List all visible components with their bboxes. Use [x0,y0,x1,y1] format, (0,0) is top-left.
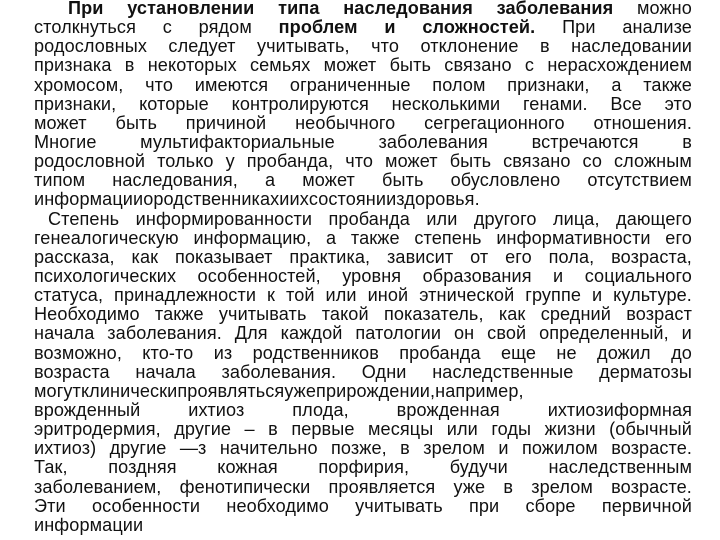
text-line [34,56,692,75]
word: необходимо [226,495,329,516]
word: от [470,246,489,267]
word: или [426,208,458,229]
word: Степень [48,208,120,229]
word: этнической [419,285,515,306]
text-line [34,18,692,37]
word: начала [135,361,196,382]
word: зрелом [531,476,593,497]
word: Все [610,93,642,114]
word: начительно [219,438,318,459]
word: плода, [292,399,349,420]
word: степень [414,227,482,248]
text-line [34,363,692,382]
word: зависит [387,246,454,267]
word: в [268,419,278,440]
word: не [556,342,577,363]
word: признаки, [34,93,117,114]
word: начала [34,323,95,344]
word: информативности [496,227,651,248]
word: генеалогическую [34,227,179,248]
word: здоровья. [396,189,480,210]
word: и [279,189,290,210]
word: возраста [34,361,110,382]
word: что [371,36,399,57]
word: в [503,476,514,497]
word: другого [473,208,537,229]
text-line [34,248,692,267]
word: первичной [601,495,692,516]
word: отсутствием [587,170,692,191]
word: пробанда [328,208,410,229]
word: заболеванием, [34,476,162,497]
word: к [267,285,276,306]
word: или [325,285,357,306]
word: учитывать [218,304,307,325]
word: годы [491,419,532,440]
word: еще [500,342,537,363]
word: только [157,151,214,172]
word: ограниченные [289,74,411,95]
word: дерматозы [599,361,692,382]
word: заболевания. [107,323,222,344]
word: быть [389,55,432,76]
word: необычного [295,112,396,133]
word: дожил [597,342,651,363]
word: сборе [525,495,576,516]
text-line [34,344,692,363]
word: например, [435,380,524,401]
text-line [34,95,692,114]
document-body [34,0,692,535]
word: могут [34,380,81,401]
word: у [225,151,235,172]
word: Для [234,323,268,344]
word: с [524,55,535,76]
word: врожденная [396,399,500,420]
word: сложным [614,151,692,172]
word: возраста, [611,246,692,267]
word: Необходимо [34,304,140,325]
text-line [34,267,692,286]
word: мультифакториальные [140,131,335,152]
word: информации [34,189,144,210]
word: учитывать, [256,36,350,57]
word: отношения. [593,112,692,133]
word: возраст [626,304,692,325]
word: наследовании [571,36,692,57]
word: что [145,74,173,95]
word: другие [174,419,232,440]
word: иной [367,285,409,306]
word: его [505,246,532,267]
word: наследования [343,0,473,18]
word: имеются [194,74,269,95]
word: полом [432,74,486,95]
word: такой [321,304,369,325]
word: особенностей, [197,265,321,286]
word: он [454,323,475,344]
word: при [316,380,347,401]
word: контролируются [231,93,369,114]
word: признаки, [507,74,590,95]
word: Многие [34,131,97,152]
word: клинически [80,380,178,401]
word: быть [382,170,424,191]
word: наследственные [432,361,574,382]
word: родословной [34,151,146,172]
word: фенотипически [179,476,311,497]
text-line [34,37,692,56]
word: информированности [135,208,313,229]
word: информации [34,514,144,535]
word: показатель, [383,304,484,325]
text-line [34,401,692,420]
word: кожная [217,457,278,478]
word: как [131,246,159,267]
word: в [124,55,135,76]
word: группе [525,285,582,306]
word: пробанда, [246,151,334,172]
word: родственниках [153,189,280,210]
word: может [385,151,438,172]
word: лица, [552,208,600,229]
word: родословных [34,36,147,57]
text-line [34,133,692,152]
word: при [468,495,500,516]
word: а [265,170,276,191]
word: или [446,419,478,440]
word: до [671,342,692,363]
word: другие [109,438,167,459]
word: кто-то [142,342,194,363]
word: проблем [278,17,358,38]
word: наследственным [548,457,692,478]
word: —з [179,438,207,459]
word: средний [540,304,611,325]
word: типом [34,170,86,191]
word: с [162,17,172,38]
word: сегрегационного [424,112,565,133]
text-line [34,229,692,248]
text-line [34,0,692,18]
word: их [289,189,309,210]
word: рождении, [346,380,436,401]
word: Одни [361,361,407,382]
word: зрелом [423,438,485,459]
word: месяцы [368,419,434,440]
word: а [325,227,337,248]
text-line [34,114,692,133]
text-line [34,458,692,477]
word: ихтиоз) [34,438,97,459]
word: может [302,170,355,191]
word: в [540,36,550,57]
word: свой [487,323,527,344]
word: установлении [127,0,255,18]
word: и [553,265,564,286]
word: рядом [198,17,252,38]
word: и [591,285,603,306]
word: проявляться [177,380,285,401]
word: быть [449,151,492,172]
word: также [154,304,204,325]
word: его [665,227,692,248]
word: позже, [331,438,387,459]
word: Эти [34,495,66,516]
word: статуса, [34,285,104,306]
word: принадлежности [114,285,257,306]
word: уровня [342,265,402,286]
word: Так, [34,457,68,478]
word: врожденный [34,399,141,420]
word: социального [584,265,692,286]
word: быть [115,112,157,133]
word: – [244,419,255,440]
word: признака [34,55,112,76]
word: будучи [449,457,508,478]
word: состоянии [308,189,397,210]
word: наследования, [112,170,238,191]
word: эритродермия, [34,419,161,440]
word: патологии [355,323,442,344]
word: несколькими [391,93,501,114]
text-line [34,497,692,516]
word: следует [168,36,236,57]
word: связано [503,151,571,172]
word: психологических [34,265,177,286]
word: со [582,151,603,172]
word: типа [278,0,320,18]
word: проявляется [328,476,436,497]
word: образования [422,265,532,286]
word: нерасхождением [547,55,692,76]
word: заболевания [378,131,488,152]
text-line [34,516,692,535]
text-line [34,190,692,209]
word: а [611,74,622,95]
text-line [34,420,692,439]
word: (обычный [609,419,692,440]
word: столкнуться [34,17,136,38]
word: о [143,189,154,210]
word: анализе [622,17,692,38]
word: первые [291,419,355,440]
word: возрасте. [611,476,692,497]
word: может [34,112,87,133]
text-line [34,478,692,497]
text-line [34,324,692,343]
word: порфирия, [318,457,410,478]
word: поздняя [108,457,177,478]
word: определенный, [539,323,669,344]
word: родственников [252,342,379,363]
word: пола, [548,246,595,267]
word: пожилом [521,438,598,459]
word: некоторых [147,55,237,76]
word: которые [139,93,209,114]
word: той [286,285,315,306]
word: уже [453,476,486,497]
word: и [681,323,692,344]
word: семьях [249,55,311,76]
word: обусловлено [450,170,561,191]
word: также [643,74,692,95]
word: это [664,93,692,114]
word: ихтиоз [188,399,245,420]
word: может [323,55,377,76]
text-line [34,439,692,458]
word: При [562,17,596,38]
word: каждой [280,323,343,344]
word: что [345,151,374,172]
word: генами. [522,93,588,114]
word: ихтиозиформная [547,399,692,420]
text-line [34,382,692,401]
word: причиной [185,112,267,133]
word: и [498,438,509,459]
word: связано [444,55,512,76]
text-line [34,76,692,95]
text-line [34,305,692,324]
word: возможно, [34,342,122,363]
word: заболевания [496,0,614,18]
word: информацию, [193,227,312,248]
text-line [34,286,692,305]
word: можно [636,0,692,18]
word: уже [284,380,317,401]
word: также [350,227,400,248]
word: отклонение [420,36,519,57]
word: сложностей. [422,17,536,38]
word: в [682,131,692,152]
word: особенности [91,495,201,516]
word: из [213,342,233,363]
word: рассказа, [34,246,115,267]
word: хромосом, [34,74,124,95]
word: пробанда [399,342,481,363]
word: как [498,304,526,325]
text-line [34,152,692,171]
word: встречаются [531,131,639,152]
word: жизни [544,419,596,440]
word: заболевания. [221,361,337,382]
word: показывает [175,246,273,267]
word: в [400,438,410,459]
word: практика, [289,246,371,267]
word: возрасте. [611,438,692,459]
word: дающего [616,208,692,229]
word: учитывать [355,495,443,516]
word: культуре. [613,285,692,306]
word: и [384,17,396,38]
word: При [68,0,104,18]
text-line [34,171,692,190]
text-line [34,210,692,229]
